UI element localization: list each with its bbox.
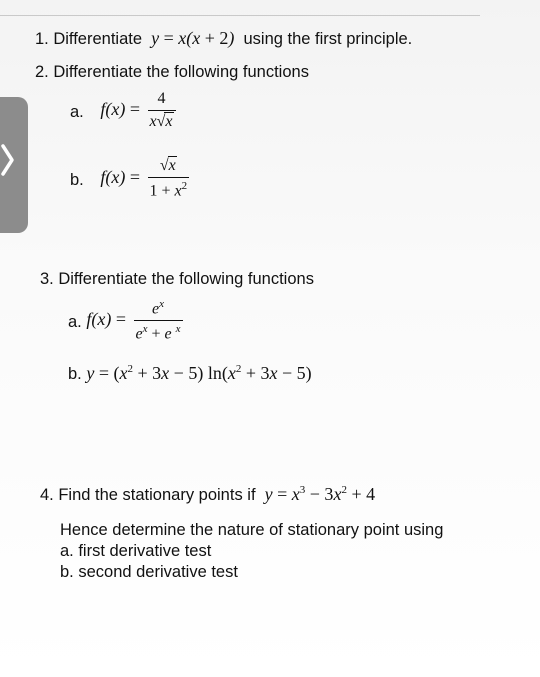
question-2b-formula: f(x) = $\frac{√x}{1 + x^2}$ <box>100 157 188 200</box>
question-3b-formula: $y = (x^2 + 3x - 5) \ln(x^2 + 3x - 5)$ <box>86 363 312 383</box>
question-3a-label: a. <box>68 312 82 331</box>
question-4-heading <box>40 484 375 505</box>
side-panel-tab[interactable] <box>0 97 28 233</box>
question-3a <box>68 298 186 344</box>
question-1 <box>35 28 412 49</box>
question-4-text: 4. Find the stationary points if <box>40 486 256 504</box>
question-3a-formula: f(x) = $\frac{e^x}{e^x + e ^x}$ <box>86 298 181 343</box>
question-4-formula: $y = x^3 - 3x^2 + 4$ <box>260 484 376 504</box>
top-rule <box>0 15 480 16</box>
question-1-tail: using the first principle. <box>243 30 413 48</box>
question-2b-label: b. <box>70 170 84 189</box>
question-2a-formula: f(x) = $\frac{4}{x√x}$ <box>100 99 178 119</box>
question-4-option-b: b. second derivative test <box>60 563 238 581</box>
question-2b <box>70 157 192 200</box>
question-2a-label: a. <box>70 102 84 121</box>
question-3b-label: b. <box>68 365 82 383</box>
question-1-text: 1. Differentiate <box>35 30 143 48</box>
chevron-right-icon <box>0 143 16 177</box>
question-4-option-a: a. first derivative test <box>60 542 212 560</box>
question-2-heading: 2. Differentiate the following functions <box>35 63 309 81</box>
question-2a <box>70 90 179 131</box>
question-3b <box>68 363 312 384</box>
question-4-hence: Hence determine the nature of stationary point using <box>60 521 444 539</box>
question-2a-numerator: 4 <box>157 90 166 107</box>
question-3-heading: 3. Differentiate the following functions <box>40 270 314 288</box>
question-1-formula: y = x(x + 2) <box>146 28 239 48</box>
